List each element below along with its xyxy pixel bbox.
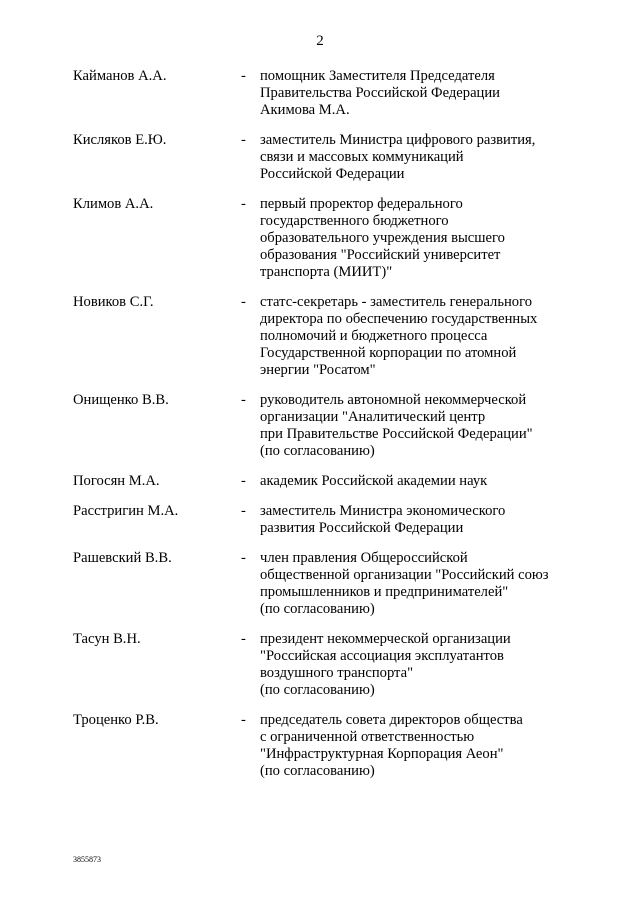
member-name: Климов А.А. [73,196,154,212]
document-code: 3855873 [73,855,101,864]
member-position: академик Российской академии наук [260,473,488,489]
entry-dash: - [241,392,246,408]
entry-dash: - [241,712,246,728]
list-item [0,473,640,490]
member-position: заместитель Министра цифрового развития, связи и массовых коммуникаций Российской Федерации [260,132,536,182]
entry-dash: - [241,68,246,84]
member-position: заместитель Министра экономического развития Российской Федерации [260,503,506,536]
member-name: Рашевский В.В. [73,550,172,566]
entry-dash: - [241,503,246,519]
entry-dash: - [241,196,246,212]
member-name: Кисляков Е.Ю. [73,132,167,148]
list-item [0,503,640,537]
list-item [0,196,640,281]
entry-dash: - [241,294,246,310]
list-item [0,631,640,699]
member-name: Погосян М.А. [73,473,160,489]
list-item [0,132,640,183]
list-item [0,392,640,460]
member-position: статс-секретарь - заместитель генерального директора по обеспечению государственных полномочий и бюджетного процесса Государственной корпорации по атомной энергии "Росатом" [260,294,538,378]
entry-dash: - [241,473,246,489]
member-position: член правления Общероссийской общественной организации "Российский союз промышленников и предпринимателей" (по согласованию) [260,550,549,617]
page-number: 2 [316,33,324,49]
member-name: Тасун В.Н. [73,631,141,647]
list-item [0,294,640,379]
member-name: Троценко Р.В. [73,712,159,728]
member-position: руководитель автономной некоммерческой организации "Аналитический центр при Правительстве Российской Федерации" (по согласованию) [260,392,533,459]
member-position: председатель совета директоров общества с ограниченной ответственностью "Инфраструктурная Корпорация Аеон" (по согласованию) [260,712,523,779]
member-position: президент некоммерческой организации "Российская ассоциация эксплуатантов воздушного транспорта" (по согласованию) [260,631,511,698]
member-list [0,68,640,793]
entry-dash: - [241,132,246,148]
list-item [0,68,640,119]
list-item [0,712,640,780]
member-name: Кайманов А.А. [73,68,167,84]
entry-dash: - [241,631,246,647]
member-name: Расстригин М.А. [73,503,179,519]
member-name: Онищенко В.В. [73,392,169,408]
member-position: первый проректор федерального государственного бюджетного образовательного учреждения высшего образования "Российский университет транспорта (МИИТ)" [260,196,505,280]
list-item [0,550,640,618]
member-position: помощник Заместителя Председателя Правительства Российской Федерации Акимова М.А. [260,68,500,118]
member-name: Новиков С.Г. [73,294,154,310]
entry-dash: - [241,550,246,566]
